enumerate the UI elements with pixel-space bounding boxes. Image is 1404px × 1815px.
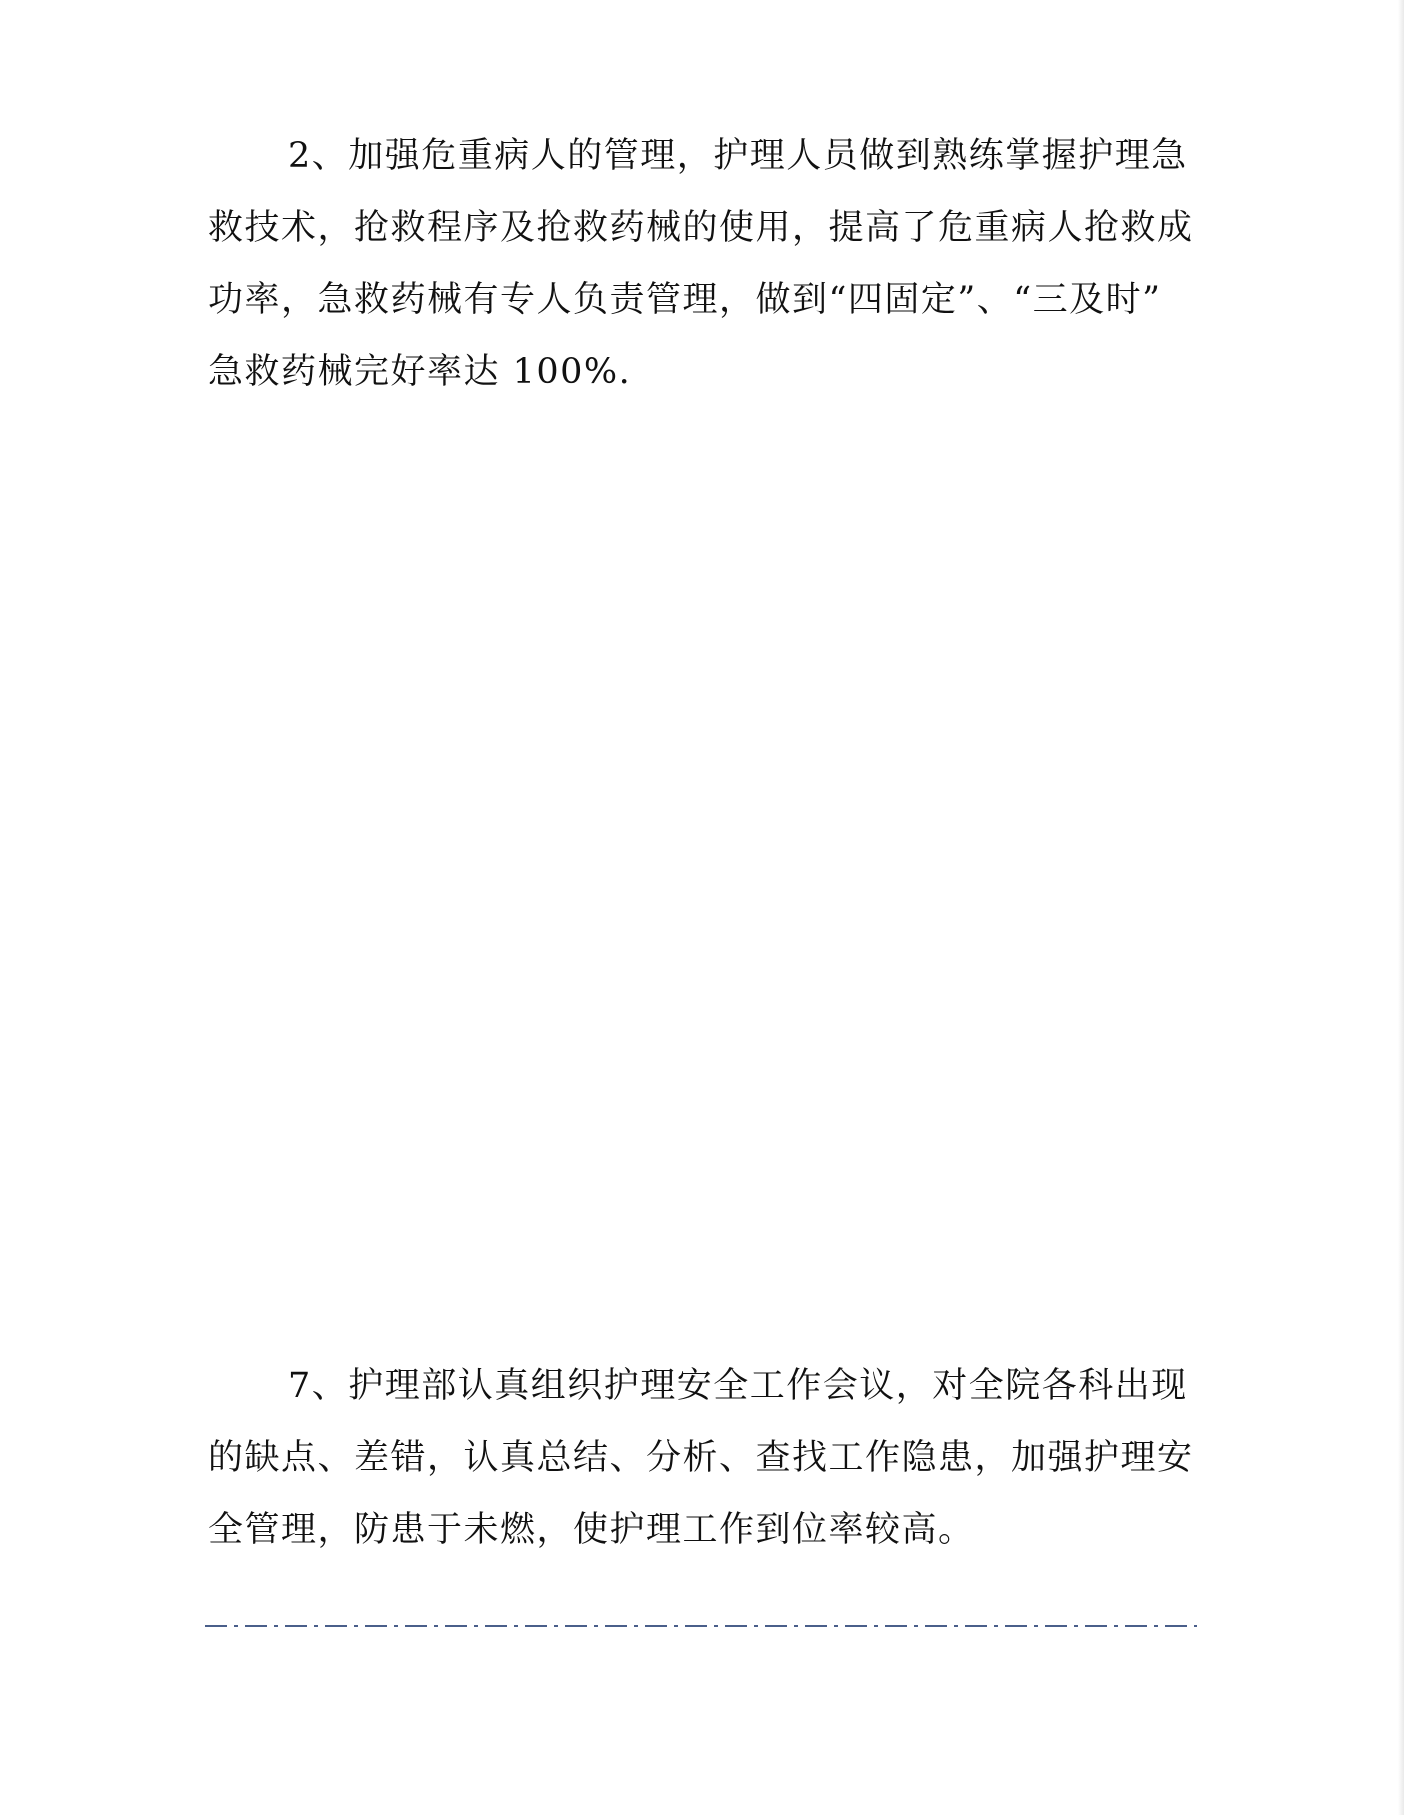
paragraph-line: 救技术，抢救程序及抢救药械的使用，提高了危重病人抢救成: [208, 208, 1194, 248]
paragraph-emergency-management: [208, 120, 1200, 408]
dash-dot-divider: [205, 1624, 1197, 1628]
paragraph-line: 2、加强危重病人的管理，护理人员做到熟练掌握护理急: [288, 136, 1188, 176]
paragraph-line: 急救药械完好率达 100%.: [208, 352, 632, 392]
paragraph-line: 的缺点、差错，认真总结、分析、查找工作隐患，加强护理安: [208, 1438, 1194, 1478]
paragraph-line: 功率，急救药械有专人负责管理，做到“四固定”、“三及时”: [208, 280, 1162, 320]
paragraph-line: 7、护理部认真组织护理安全工作会议，对全院各科出现: [288, 1366, 1188, 1406]
page-edge-shadow: [1398, 0, 1404, 1815]
paragraph-safety-meeting: [208, 1350, 1200, 1566]
paragraph-line: 全管理，防患于未燃，使护理工作到位率较高。: [208, 1510, 975, 1550]
